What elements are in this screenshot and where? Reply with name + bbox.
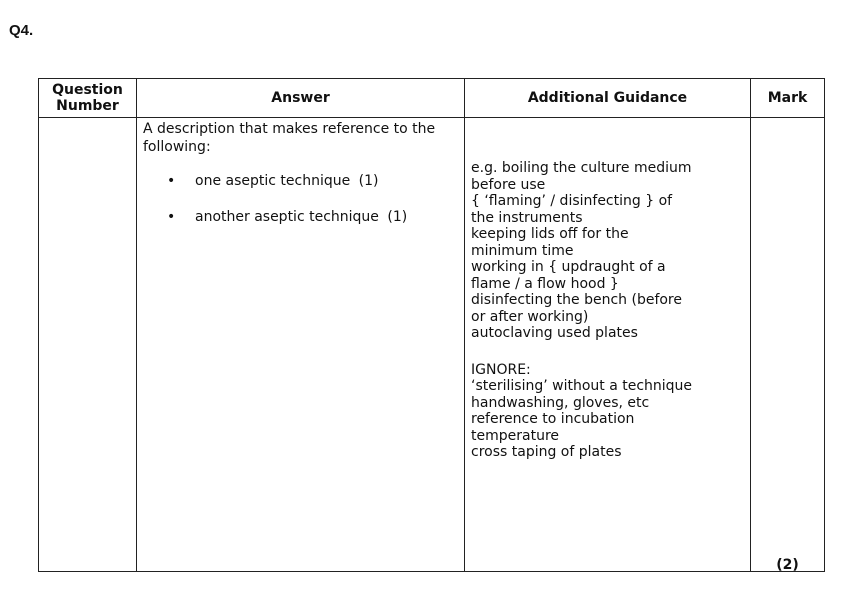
header-question-number: [39, 79, 137, 118]
header-row: [39, 79, 825, 118]
guidance-line: e.g. boiling the culture medium: [471, 160, 692, 176]
answer-point: [143, 172, 458, 190]
guidance-line: minimum time: [471, 242, 574, 259]
ignore-line: reference to incubation: [471, 411, 635, 427]
question-label: Q4.: [9, 22, 34, 39]
mark-cell: [751, 118, 825, 572]
guidance-line: autoclaving used plates: [471, 325, 638, 341]
ignore-line: ‘sterilising’ without a technique: [471, 378, 693, 394]
answer-point-text: another aseptic technique: [195, 209, 379, 225]
guidance-line: flame / a flow hood }: [471, 275, 619, 292]
guidance-line: disinfecting the bench (before: [471, 292, 682, 308]
header-mark: Mark: [751, 79, 825, 118]
header-question-number-line1: Question: [52, 82, 123, 98]
ignore-line: cross taping of plates: [471, 444, 622, 460]
guidance-line: before use: [471, 176, 546, 193]
mark-scheme-table: [38, 78, 825, 572]
guidance-line: the instruments: [471, 209, 583, 226]
bullet-icon: •: [167, 173, 176, 189]
answer-points: [143, 172, 458, 226]
answer-point-text: one aseptic technique: [195, 173, 351, 189]
answer-point-mark: (1): [358, 173, 379, 189]
answer-cell: [137, 118, 465, 572]
guidance-line: or after working): [471, 308, 589, 325]
ignore-line: temperature: [471, 427, 559, 444]
guidance-line: working in { updraught of a: [471, 259, 666, 275]
answer-row: [39, 118, 825, 572]
bullet-icon: •: [167, 209, 176, 225]
answer-point-mark: (1): [387, 209, 408, 225]
guidance-line: { ‘flaming’ / disinfecting } of: [471, 193, 673, 209]
ignore-heading: IGNORE:: [471, 361, 531, 378]
answer-intro: A description that makes reference to the following:: [143, 121, 436, 155]
mark-value: (2): [776, 557, 799, 573]
ignore-line: handwashing, gloves, etc: [471, 394, 650, 411]
guidance-line: keeping lids off for the: [471, 226, 629, 242]
question-number-cell: [39, 118, 137, 572]
header-additional-guidance: Additional Guidance: [465, 79, 751, 118]
guidance-spacer: [471, 342, 744, 362]
header-question-number-line2: Number: [56, 98, 119, 114]
header-answer: Answer: [137, 79, 465, 118]
guidance-cell: [465, 118, 751, 572]
answer-point: [143, 208, 458, 226]
